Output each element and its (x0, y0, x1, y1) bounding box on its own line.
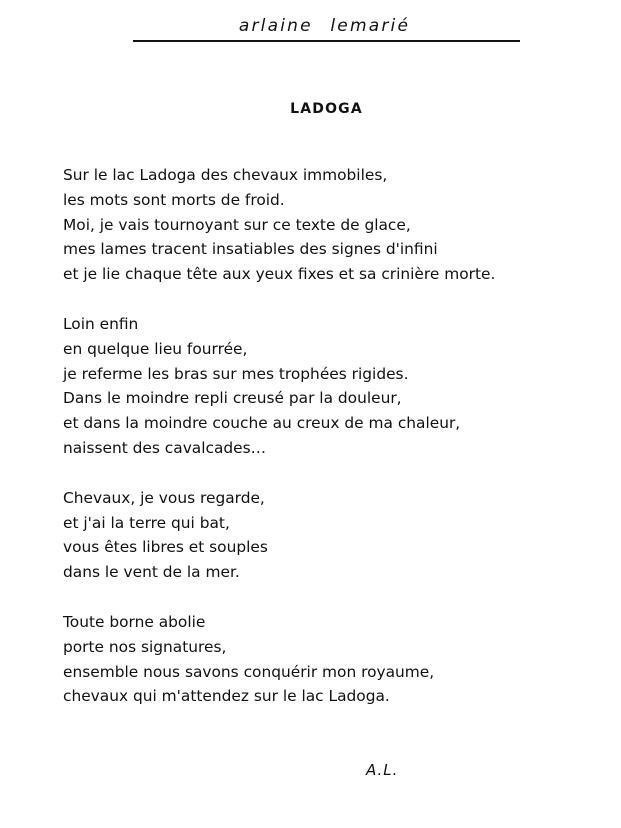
poem-line: en quelque lieu fourrée, (63, 339, 248, 358)
poem-line: ensemble nous savons conquérir mon royaume, (63, 662, 435, 681)
poem-line: les mots sont morts de froid. (63, 190, 285, 209)
stanza-3 (63, 486, 603, 585)
stanza-2 (63, 312, 603, 461)
poem-line: Loin enfin (63, 314, 139, 333)
poem-line: et j'ai la terre qui bat, (63, 513, 230, 532)
poem-line: je referme les bras sur mes trophées rigides. (63, 364, 409, 383)
poem-line: Sur le lac Ladoga des chevaux immobiles, (63, 166, 388, 184)
header-divider (133, 40, 520, 42)
poem-line: chevaux qui m'attendez sur le lac Ladoga. (63, 687, 390, 706)
poem-line: et dans la moindre couche au creux de ma chaleur, (63, 414, 461, 433)
poem-body (63, 163, 603, 734)
poem-line: Dans le moindre repli creusé par la douleur, (63, 389, 402, 408)
poem-line: Toute borne abolie (63, 612, 206, 631)
poem-line: dans le vent de la mer. (63, 563, 240, 582)
header-author-name: arlaine lemarié (238, 16, 411, 36)
poem-line: naissent des cavalcades… (63, 438, 267, 457)
stanza-4 (63, 610, 603, 709)
poem-line: mes lames tracent insatiables des signes d'infini (63, 240, 438, 259)
poem-line: Chevaux, je vous regarde, (63, 488, 265, 507)
poem-line: et je lie chaque tête aux yeux fixes et sa crinière morte. (63, 265, 496, 284)
poem-line: vous êtes libres et souples (63, 538, 268, 557)
stanza-1 (63, 163, 603, 287)
poem-line: porte nos signatures, (63, 637, 227, 656)
author-signature: A.L. (366, 761, 399, 779)
poem-line: Moi, je vais tournoyant sur ce texte de glace, (63, 215, 411, 234)
poem-title: LADOGA (290, 101, 363, 117)
